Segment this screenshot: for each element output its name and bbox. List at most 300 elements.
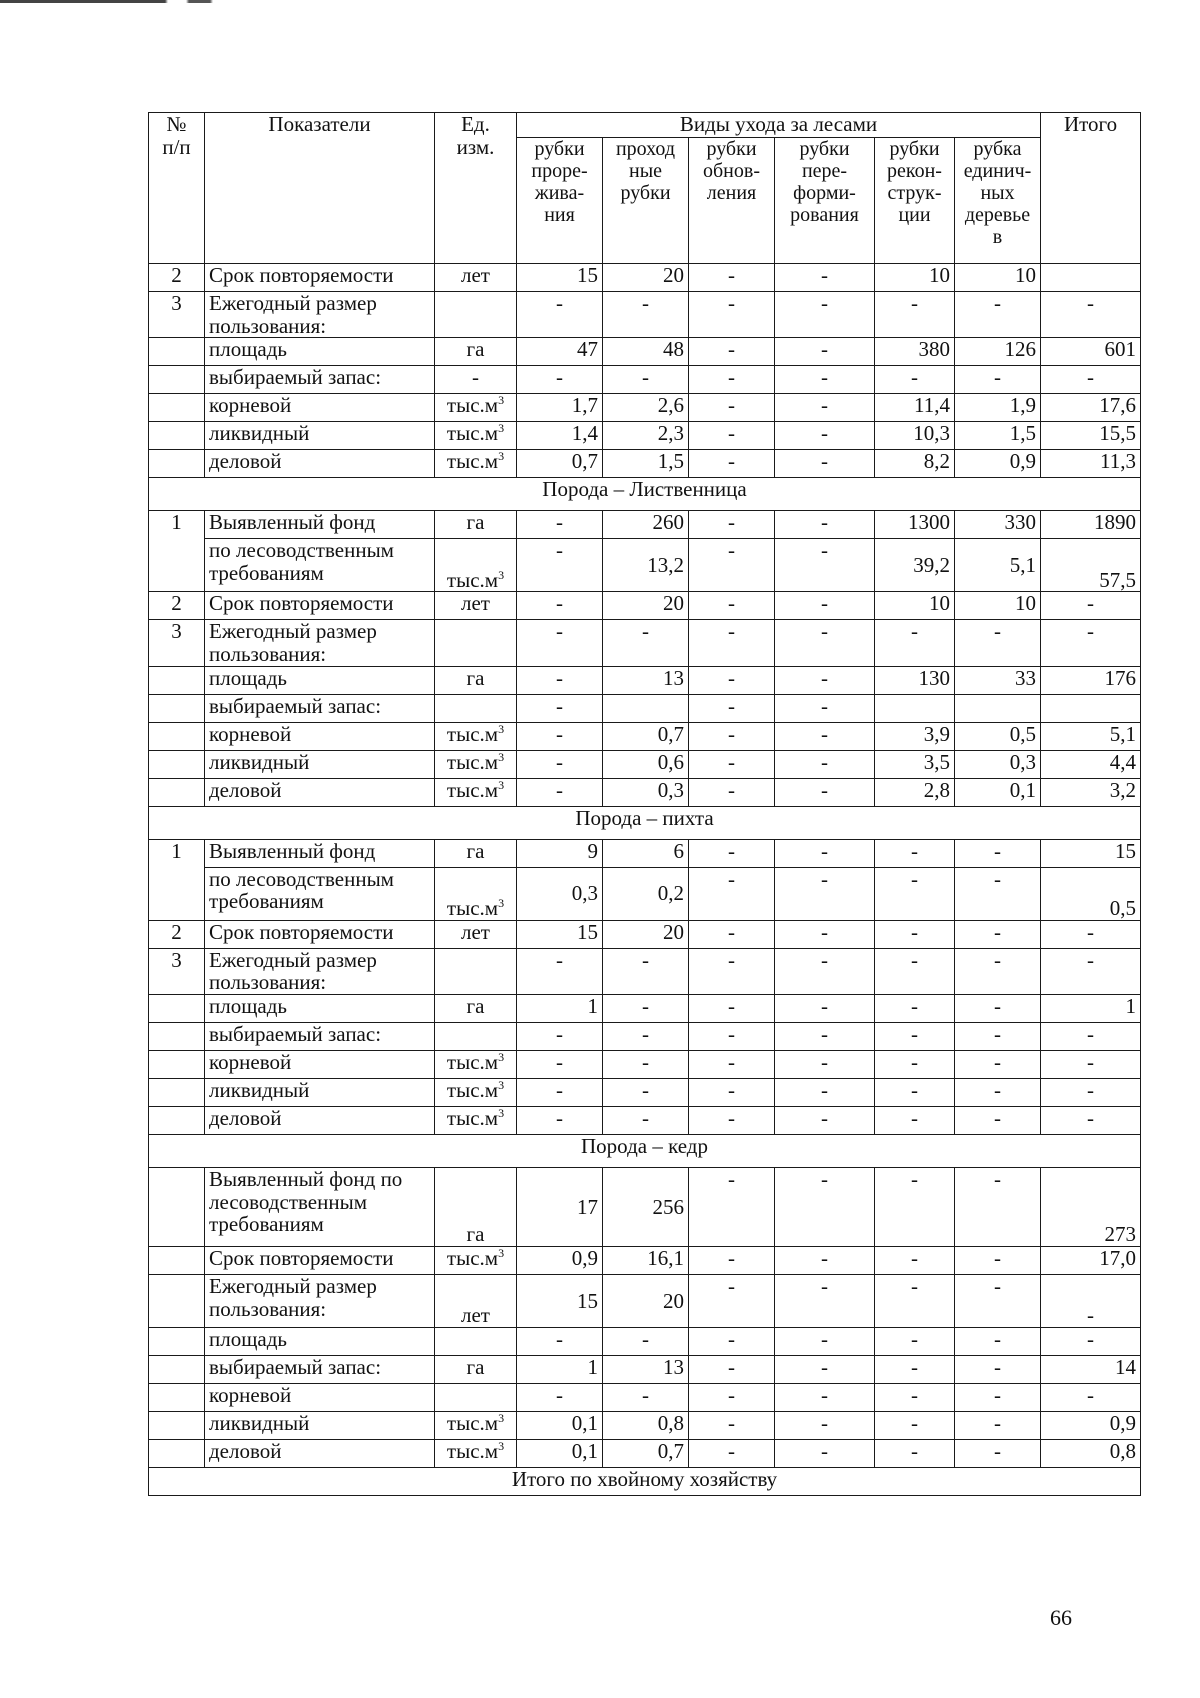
- row-name: Срок повторяемости: [205, 592, 435, 620]
- row-unit: лет: [435, 264, 517, 292]
- value-cell: -: [955, 839, 1041, 867]
- row-name: выбираемый запас:: [205, 694, 435, 722]
- value-cell: -: [517, 1079, 603, 1107]
- value-cell: 48: [603, 338, 689, 366]
- value-cell: -: [955, 292, 1041, 338]
- value-cell: -: [775, 1107, 875, 1135]
- section1-row: [149, 666, 1141, 694]
- value-cell: 17,6: [1041, 394, 1141, 422]
- row-num: [149, 722, 205, 750]
- row-name: выбираемый запас:: [205, 366, 435, 394]
- value-cell: -: [689, 867, 775, 920]
- value-cell: -: [689, 292, 775, 338]
- header-group: Виды ухода за лесами: [517, 113, 1041, 138]
- footer-title: Итого по хвойному хозяйству: [149, 1468, 1141, 1496]
- fund-row-cedar: [149, 1168, 1141, 1247]
- forest-care-table: [148, 112, 1141, 1496]
- row-name: по лесоводственным требованиям: [205, 867, 435, 920]
- value-cell: 0,8: [1041, 1440, 1141, 1468]
- value-cell: -: [1041, 1023, 1141, 1051]
- footer-row: [149, 1468, 1141, 1496]
- header-col-0: рубки проре- жива- ния: [517, 138, 603, 264]
- value-cell: -: [603, 1023, 689, 1051]
- row-num: [149, 1275, 205, 1328]
- value-cell: 0,9: [517, 1247, 603, 1275]
- row-name: выбираемый запас:: [205, 1356, 435, 1384]
- value-cell: 20: [603, 920, 689, 948]
- row-unit: лет: [435, 920, 517, 948]
- value-cell: -: [955, 1107, 1041, 1135]
- value-cell: -: [955, 1247, 1041, 1275]
- value-cell: -: [1041, 1107, 1141, 1135]
- row-unit: [435, 1328, 517, 1356]
- value-cell: -: [955, 1079, 1041, 1107]
- value-cell: 273: [1041, 1168, 1141, 1247]
- value-cell: -: [1041, 620, 1141, 666]
- section2-row: [149, 1023, 1141, 1051]
- unit-superscript: 3: [498, 1050, 505, 1065]
- value-cell: 0,3: [517, 867, 603, 920]
- row-unit: $тыс.м^3$: [435, 422, 517, 450]
- value-cell: 260: [603, 511, 689, 539]
- value-cell: -: [689, 422, 775, 450]
- value-cell: 0,7: [517, 450, 603, 478]
- row-unit: -: [435, 366, 517, 394]
- unit-superscript: 3: [498, 750, 505, 764]
- value-cell: -: [689, 511, 775, 539]
- row-num: [149, 750, 205, 778]
- value-cell: -: [775, 292, 875, 338]
- value-cell: -: [603, 1328, 689, 1356]
- row-name: площадь: [205, 338, 435, 366]
- unit-superscript: 3: [498, 778, 505, 792]
- value-cell: 15: [517, 920, 603, 948]
- value-cell: -: [875, 1168, 955, 1247]
- value-cell: 8,2: [875, 450, 955, 478]
- row-num: [149, 995, 205, 1023]
- row-unit: [435, 620, 517, 666]
- value-cell: -: [875, 1440, 955, 1468]
- value-cell: -: [689, 394, 775, 422]
- value-cell: 126: [955, 338, 1041, 366]
- row-unit: $тыс.м^3$: [435, 1440, 517, 1468]
- value-cell: 33: [955, 666, 1041, 694]
- value-cell: 0,9: [1041, 1412, 1141, 1440]
- row-num: [149, 1051, 205, 1079]
- row-name: деловой: [205, 1440, 435, 1468]
- row-num: [149, 778, 205, 806]
- header-unit: Ед. изм.: [435, 113, 517, 264]
- header-indicator: Показатели: [205, 113, 435, 264]
- value-cell: 5,1: [1041, 722, 1141, 750]
- row-name: корневой: [205, 394, 435, 422]
- value-cell: -: [875, 1079, 955, 1107]
- value-cell: 15: [517, 264, 603, 292]
- value-cell: -: [775, 366, 875, 394]
- section3-row: [149, 1356, 1141, 1384]
- value-cell: -: [955, 1168, 1041, 1247]
- row-unit: $тыс.м^3$: [435, 867, 517, 920]
- value-cell: 16,1: [603, 1247, 689, 1275]
- value-cell: 4,4: [1041, 750, 1141, 778]
- row-num: [149, 1023, 205, 1051]
- value-cell: -: [1041, 1384, 1141, 1412]
- value-cell: -: [1041, 292, 1141, 338]
- row-unit: [435, 1023, 517, 1051]
- value-cell: -: [875, 1412, 955, 1440]
- value-cell: -: [955, 1051, 1041, 1079]
- value-cell: 20: [603, 1275, 689, 1328]
- value-cell: -: [955, 366, 1041, 394]
- section3-row: [149, 1247, 1141, 1275]
- value-cell: -: [603, 1079, 689, 1107]
- row-unit: [435, 1384, 517, 1412]
- value-cell: -: [603, 1051, 689, 1079]
- value-cell: 10: [875, 592, 955, 620]
- row-num: [149, 1440, 205, 1468]
- value-cell: -: [689, 1168, 775, 1247]
- value-cell: -: [775, 1356, 875, 1384]
- value-cell: 57,5: [1041, 539, 1141, 592]
- section1-row: [149, 750, 1141, 778]
- row-num: [149, 1247, 205, 1275]
- row-num: [149, 1168, 205, 1247]
- value-cell: 17: [517, 1168, 603, 1247]
- value-cell: -: [775, 666, 875, 694]
- value-cell: -: [775, 1051, 875, 1079]
- row-num: [149, 666, 205, 694]
- row-name: деловой: [205, 450, 435, 478]
- value-cell: -: [775, 592, 875, 620]
- value-cell: 1: [517, 1356, 603, 1384]
- value-cell: -: [517, 1107, 603, 1135]
- value-cell: 13: [603, 1356, 689, 1384]
- value-cell: -: [517, 722, 603, 750]
- row-unit: [435, 948, 517, 994]
- value-cell: -: [875, 995, 955, 1023]
- value-cell: -: [517, 366, 603, 394]
- row-num: 3: [149, 620, 205, 666]
- section2-row: [149, 995, 1141, 1023]
- unit-superscript: 3: [498, 421, 505, 436]
- unit-superscript: 3: [498, 393, 505, 408]
- row-name: Ежегодный размер пользования:: [205, 292, 435, 338]
- section0-row: [149, 450, 1141, 478]
- row-unit: га: [435, 1168, 517, 1247]
- row-unit: [435, 694, 517, 722]
- value-cell: -: [689, 1107, 775, 1135]
- value-cell: -: [689, 778, 775, 806]
- value-cell: -: [955, 948, 1041, 994]
- row-name: ликвидный: [205, 750, 435, 778]
- row-num: [149, 1356, 205, 1384]
- value-cell: -: [689, 620, 775, 666]
- section-title: Порода – кедр: [149, 1135, 1141, 1168]
- header-col-1: проход ные рубки: [603, 138, 689, 264]
- section0-row: [149, 422, 1141, 450]
- value-cell: -: [775, 620, 875, 666]
- row-name: деловой: [205, 1107, 435, 1135]
- value-cell: -: [689, 1079, 775, 1107]
- value-cell: 5,1: [955, 539, 1041, 592]
- value-cell: 0,7: [603, 722, 689, 750]
- row-name: Ежегодный размер пользования:: [205, 620, 435, 666]
- value-cell: -: [689, 1328, 775, 1356]
- value-cell: 176: [1041, 666, 1141, 694]
- value-cell: -: [875, 839, 955, 867]
- unit-superscript: 3: [498, 1411, 505, 1426]
- value-cell: -: [517, 1384, 603, 1412]
- row-num: [149, 338, 205, 366]
- value-cell: -: [517, 778, 603, 806]
- value-cell: 15: [517, 1275, 603, 1328]
- value-cell: -: [955, 1023, 1041, 1051]
- row-name: деловой: [205, 778, 435, 806]
- value-cell: -: [955, 995, 1041, 1023]
- value-cell: -: [775, 722, 875, 750]
- value-cell: -: [603, 1107, 689, 1135]
- value-cell: -: [517, 666, 603, 694]
- value-cell: -: [775, 1079, 875, 1107]
- section0-row: [149, 292, 1141, 338]
- value-cell: -: [689, 722, 775, 750]
- value-cell: 10: [875, 264, 955, 292]
- value-cell: -: [955, 620, 1041, 666]
- value-cell: [875, 694, 955, 722]
- value-cell: -: [689, 1412, 775, 1440]
- section1-row: [149, 620, 1141, 666]
- value-cell: 10: [955, 592, 1041, 620]
- value-cell: 0,9: [955, 450, 1041, 478]
- value-cell: 20: [603, 264, 689, 292]
- section1-row: [149, 694, 1141, 722]
- value-cell: 256: [603, 1168, 689, 1247]
- section3-row: [149, 1384, 1141, 1412]
- row-unit: $тыс.м^3$: [435, 722, 517, 750]
- value-cell: -: [875, 1275, 955, 1328]
- section2-row: [149, 948, 1141, 994]
- value-cell: -: [875, 1107, 955, 1135]
- value-cell: -: [689, 1247, 775, 1275]
- value-cell: 15,5: [1041, 422, 1141, 450]
- value-cell: 3,2: [1041, 778, 1141, 806]
- value-cell: -: [955, 920, 1041, 948]
- value-cell: -: [775, 995, 875, 1023]
- row-unit: лет: [435, 1275, 517, 1328]
- value-cell: 0,2: [603, 867, 689, 920]
- value-cell: -: [603, 620, 689, 666]
- row-name: Срок повторяемости: [205, 920, 435, 948]
- value-cell: -: [775, 1168, 875, 1247]
- value-cell: 1,7: [517, 394, 603, 422]
- value-cell: -: [689, 839, 775, 867]
- value-cell: -: [875, 292, 955, 338]
- row-name: площадь: [205, 995, 435, 1023]
- row-unit: $тыс.м^3$: [435, 1079, 517, 1107]
- row-name: площадь: [205, 666, 435, 694]
- value-cell: -: [689, 995, 775, 1023]
- row-unit: лет: [435, 592, 517, 620]
- unit-superscript: 3: [498, 1078, 505, 1093]
- value-cell: -: [875, 1384, 955, 1412]
- value-cell: 17,0: [1041, 1247, 1141, 1275]
- value-cell: 1,5: [955, 422, 1041, 450]
- value-cell: -: [517, 694, 603, 722]
- value-cell: 0,8: [603, 1412, 689, 1440]
- value-cell: -: [689, 1023, 775, 1051]
- value-cell: -: [689, 694, 775, 722]
- row-unit: $тыс.м^3$: [435, 1412, 517, 1440]
- section-fir-title: [149, 806, 1141, 839]
- value-cell: -: [775, 694, 875, 722]
- row-num: 1: [149, 511, 205, 592]
- section0-row: [149, 394, 1141, 422]
- section1-row: [149, 722, 1141, 750]
- unit-superscript: 3: [498, 1439, 505, 1454]
- value-cell: -: [875, 1356, 955, 1384]
- row-name: Выявленный фонд: [205, 839, 435, 867]
- value-cell: -: [603, 366, 689, 394]
- value-cell: 39,2: [875, 539, 955, 592]
- section3-row: [149, 1440, 1141, 1468]
- section-larch-title: [149, 478, 1141, 511]
- row-num: [149, 1412, 205, 1440]
- value-cell: 1,5: [603, 450, 689, 478]
- value-cell: -: [689, 338, 775, 366]
- value-cell: -: [689, 264, 775, 292]
- value-cell: -: [775, 450, 875, 478]
- header-col-3: рубки пере- форми- рования: [775, 138, 875, 264]
- row-num: 2: [149, 264, 205, 292]
- unit-superscript: 3: [498, 449, 505, 464]
- value-cell: 0,1: [517, 1412, 603, 1440]
- value-cell: 0,3: [603, 778, 689, 806]
- row-num: 1: [149, 839, 205, 920]
- unit-superscript: 3: [498, 896, 505, 911]
- value-cell: 13,2: [603, 539, 689, 592]
- row-unit: [435, 292, 517, 338]
- row-unit: $тыс.м^3$: [435, 450, 517, 478]
- value-cell: 0,1: [517, 1440, 603, 1468]
- header-num: № п/п: [149, 113, 205, 264]
- row-unit: $тыс.м^3$: [435, 539, 517, 592]
- header-total: Итого: [1041, 113, 1141, 264]
- scan-artifact: [0, 0, 300, 3]
- row-unit: $тыс.м^3$: [435, 1247, 517, 1275]
- value-cell: -: [517, 1328, 603, 1356]
- section3-row: [149, 1412, 1141, 1440]
- value-cell: -: [517, 750, 603, 778]
- fund-row-1: [149, 839, 1141, 867]
- value-cell: -: [875, 867, 955, 920]
- value-cell: -: [1041, 1275, 1141, 1328]
- value-cell: 3,9: [875, 722, 955, 750]
- value-cell: -: [775, 264, 875, 292]
- row-name: Выявленный фонд: [205, 511, 435, 539]
- value-cell: -: [1041, 1328, 1141, 1356]
- value-cell: -: [689, 1356, 775, 1384]
- value-cell: -: [875, 948, 955, 994]
- row-num: [149, 1107, 205, 1135]
- value-cell: 330: [955, 511, 1041, 539]
- fund-row-2: [149, 867, 1141, 920]
- value-cell: -: [775, 1023, 875, 1051]
- value-cell: -: [1041, 592, 1141, 620]
- value-cell: -: [1041, 366, 1141, 394]
- value-cell: 1,4: [517, 422, 603, 450]
- value-cell: 10,3: [875, 422, 955, 450]
- value-cell: -: [875, 366, 955, 394]
- header-row-1: [149, 113, 1141, 138]
- row-num: [149, 694, 205, 722]
- row-num: [149, 1328, 205, 1356]
- value-cell: 0,1: [955, 778, 1041, 806]
- row-num: [149, 1384, 205, 1412]
- value-cell: -: [955, 1356, 1041, 1384]
- row-num: [149, 422, 205, 450]
- value-cell: 3,5: [875, 750, 955, 778]
- value-cell: 0,5: [1041, 867, 1141, 920]
- row-unit: га: [435, 511, 517, 539]
- section0-row: [149, 264, 1141, 292]
- row-unit: $тыс.м^3$: [435, 778, 517, 806]
- value-cell: -: [517, 620, 603, 666]
- section2-row: [149, 1079, 1141, 1107]
- row-name: корневой: [205, 722, 435, 750]
- row-name: площадь: [205, 1328, 435, 1356]
- value-cell: -: [875, 1023, 955, 1051]
- row-name: ликвидный: [205, 1412, 435, 1440]
- value-cell: [955, 694, 1041, 722]
- value-cell: 6: [603, 839, 689, 867]
- value-cell: -: [955, 1275, 1041, 1328]
- row-unit: $тыс.м^3$: [435, 1051, 517, 1079]
- row-unit: га: [435, 1356, 517, 1384]
- row-name: Срок повторяемости: [205, 264, 435, 292]
- value-cell: -: [775, 867, 875, 920]
- section2-row: [149, 1107, 1141, 1135]
- value-cell: -: [689, 1384, 775, 1412]
- row-unit: га: [435, 839, 517, 867]
- value-cell: 15: [1041, 839, 1141, 867]
- value-cell: 2,3: [603, 422, 689, 450]
- value-cell: 0,5: [955, 722, 1041, 750]
- value-cell: -: [517, 1023, 603, 1051]
- row-unit: га: [435, 338, 517, 366]
- section0-row: [149, 366, 1141, 394]
- value-cell: -: [603, 1384, 689, 1412]
- value-cell: -: [689, 592, 775, 620]
- value-cell: -: [1041, 1051, 1141, 1079]
- value-cell: -: [689, 1440, 775, 1468]
- row-num: 2: [149, 592, 205, 620]
- row-name: Выявленный фонд по лесоводственным требованиям: [205, 1168, 435, 1247]
- value-cell: -: [775, 750, 875, 778]
- row-num: 3: [149, 948, 205, 994]
- fund-row-1: [149, 511, 1141, 539]
- value-cell: -: [955, 1328, 1041, 1356]
- section-title: Порода – пихта: [149, 806, 1141, 839]
- unit-superscript: 3: [498, 722, 505, 736]
- value-cell: -: [775, 1328, 875, 1356]
- value-cell: -: [775, 920, 875, 948]
- value-cell: 130: [875, 666, 955, 694]
- value-cell: -: [775, 511, 875, 539]
- value-cell: -: [955, 867, 1041, 920]
- value-cell: -: [517, 948, 603, 994]
- value-cell: -: [689, 366, 775, 394]
- row-num: [149, 394, 205, 422]
